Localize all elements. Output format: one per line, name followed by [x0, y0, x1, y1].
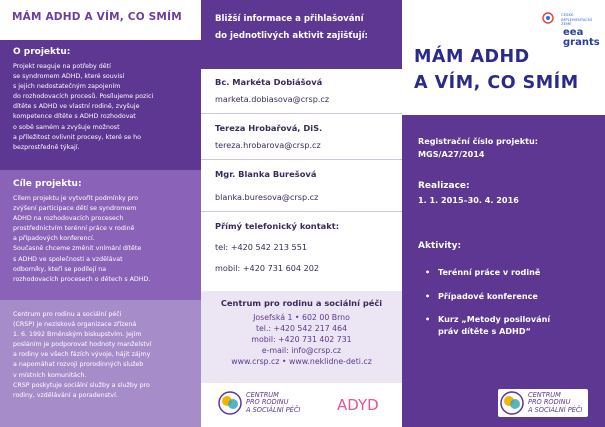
contact-name: Mgr. Blanka Burešová [215, 169, 317, 179]
address-phone[interactable]: tel.: +420 542 217 464 [255, 324, 348, 333]
goal-section [0, 170, 201, 300]
realization-dates: 1. 1. 2015–30. 4. 2016 [418, 195, 519, 205]
address-mobile[interactable]: mobil: +420 731 402 731 [251, 335, 352, 344]
activity-item [428, 290, 598, 302]
registration-label: Registrační číslo projektu: [418, 136, 538, 146]
contact-header-text: Bližší informace a přihlašování do jednotlivých aktivit zajišťují: [215, 14, 368, 41]
brochure-title-small: MÁM ADHD A VÍM, CO SMÍM [12, 11, 182, 23]
activity-text: • Kurz „Metody posilování práv dítěte s ADHD“ [438, 314, 551, 336]
registration-number: MGS/A27/2014 [418, 149, 485, 159]
address-street: Josefská 1 • 602 00 Brno [253, 313, 350, 322]
goal-heading: Cíle projektu: [13, 179, 82, 189]
organization-text: Centrum pro rodinu a sociální péči (CRSP) je nezisková organizace zřízená 1. 6. 1992 Brněnským biskupstvím. Jejím posláním je podporovat hodnoty manželství a rodiny ve všech fázích vývoje, hájit zájmy a napomáhat rozvoji prorodinných služeb v místních komunitách. CRSP poskytuje sociální služby a služby pro rodiny, vzdělávání a poradenství. [13, 311, 152, 399]
divider [201, 159, 402, 160]
activity-text: • Případové konference [438, 291, 538, 301]
goal-text: Cílem projektu je vytvořit podmínky pro zvýšení participace dětí se syndromem ADHD na rozhodovacích procesech prostřednictvím terénní práce v rodině a případových konferencí. Současně chceme změnit vnímání dítěte s ADHD ve společnosti a vzdělávat odborníky, kteří se podílejí na rozhodovacích procesech o dětech s ADHD. [13, 195, 151, 283]
contact-name: Bc. Markéta Dobiášová [215, 77, 323, 87]
crsp-logo [218, 391, 300, 415]
contact-email[interactable]: marketa.dobiasova@crsp.cz [215, 94, 330, 104]
crsp-emblem-icon [500, 391, 524, 415]
phone-number[interactable]: tel: +420 542 213 551 [215, 242, 307, 252]
eea-grants-logo [541, 11, 555, 25]
adhd-logo-text: ADYD [337, 396, 379, 414]
address-box [201, 291, 402, 383]
eea-flag-icon [541, 11, 555, 25]
divider [201, 211, 402, 212]
headline-line-1: MÁM ADHD [414, 47, 530, 67]
activity-text: • Terénní práce v rodině [438, 267, 541, 277]
contact-email[interactable]: tereza.hrobarova@crsp.cz [215, 140, 321, 150]
contact-header [201, 0, 402, 69]
phone-heading: Přímý telefonický kontakt: [215, 221, 340, 231]
activity-item [428, 313, 598, 337]
crsp-logo-right [498, 389, 588, 417]
crsp-emblem-icon [218, 391, 242, 415]
project-section [0, 40, 201, 170]
adhd-logo [335, 392, 379, 416]
activities-label: Aktivity: [418, 241, 462, 251]
eea-small-text: ČESKÉ IMPLEMENTAČNÍ ZEMĚ [561, 12, 592, 27]
activity-item [428, 266, 598, 278]
headline-line-2: A VÍM, CO SMÍM [414, 73, 579, 93]
brochure-headline [414, 44, 599, 96]
crsp-logo-text: CENTRUM PRO RODINU A SOCIÁLNÍ PÉČI [528, 390, 583, 414]
divider [201, 113, 402, 114]
organization-name: Centrum pro rodinu a sociální péči [220, 298, 383, 308]
address-email[interactable]: e-mail: info@crsp.cz [261, 346, 342, 355]
realization-label: Realizace: [418, 181, 470, 191]
project-heading: O projektu: [13, 47, 71, 57]
organization-section [0, 300, 201, 427]
project-text: Projekt reaguje na potřeby dětí se syndromem ADHD, které souvisí s jejich nedostatečným zapojením do rozhodovacích procesů. Posílujeme pozici dítěte s ADHD ve vlastní rodině, zvyšuje kompetence dítěte s ADHD rozhodovat o sobě samém a zvyšuje možnost a příležitost ovlivnit procesy, které se ho bezprostředně týkají. [13, 63, 154, 151]
crsp-logo-text: CENTRUM PRO RODINU A SOCIÁLNÍ PÉČI [246, 390, 301, 414]
eea-grants-text: eea grants [563, 27, 600, 48]
contact-name: Tereza Hrobařová, DiS. [215, 123, 323, 133]
address-websites[interactable]: www.crsp.cz • www.neklidne-deti.cz [231, 357, 372, 366]
contact-email[interactable]: blanka.buresova@crsp.cz [215, 192, 319, 202]
mobile-number[interactable]: mobil: +420 731 604 202 [215, 263, 320, 273]
adhd-logo-graphic [335, 392, 379, 416]
